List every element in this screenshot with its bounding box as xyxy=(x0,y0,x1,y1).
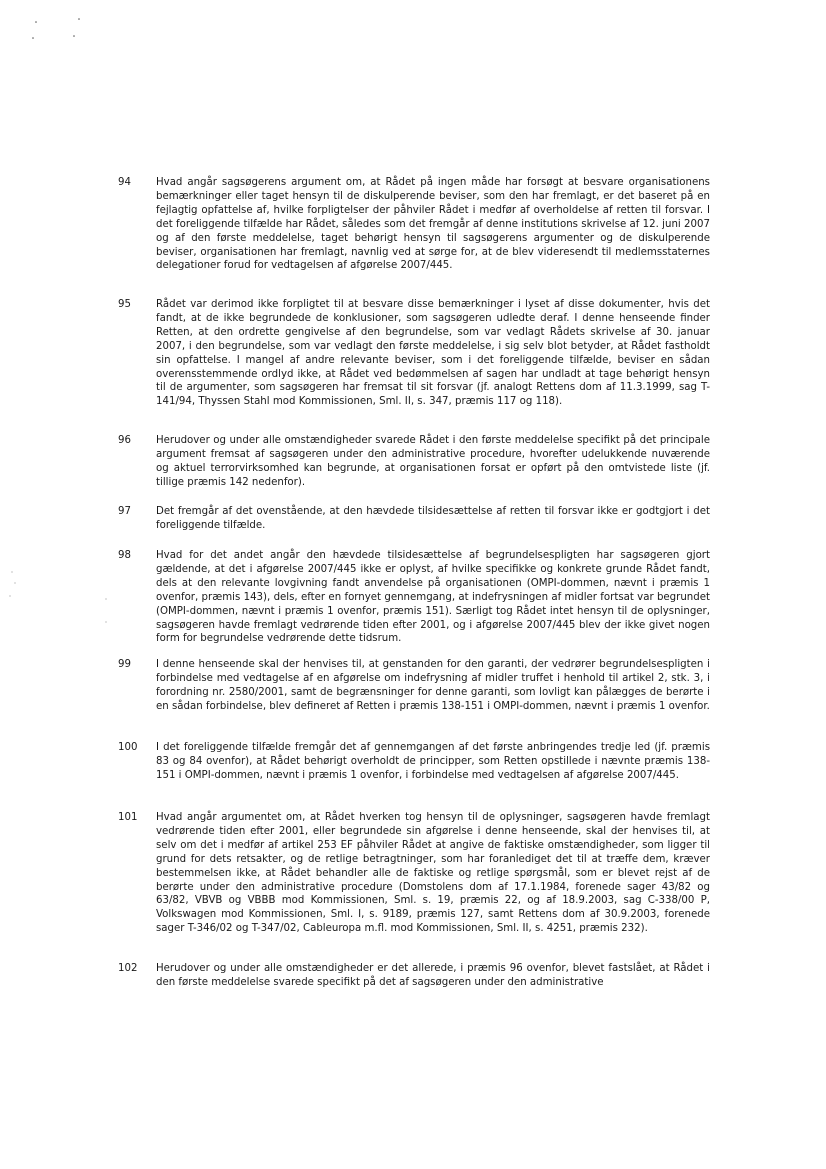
paragraph-text: I det foreliggende tilfælde fremgår det af gennemgangen af det første anbringendes tredje led (jf. præmis 83 og 84 ovenfor), at Rådet behørigt overholdt de principper, som Retten opstillede i nævnte præmis 138-151 i OMPI-dommen, nævnt i præmis 1 ovenfor, i forbindelse med vedtagelsen af afgørelse 2007/445. xyxy=(156,742,710,781)
paragraph-number: 96 xyxy=(118,435,131,446)
paragraph-text: Det fremgår af det ovenstående, at den hævdede tilsidesættelse af retten til forsvar ikke er godtgjort i det foreliggende tilfælde. xyxy=(156,506,710,531)
paragraph-number: 94 xyxy=(118,177,131,188)
paragraph-number: 98 xyxy=(118,550,131,561)
paragraph-number: 100 xyxy=(118,742,138,753)
paragraph-number: 95 xyxy=(118,299,131,310)
paragraph-text: Herudover og under alle omstændigheder er det allerede, i præmis 96 ovenfor, blevet fastslået, at Rådet i den første meddelelse svarede specifikt på det af sagsøgeren under den administrative xyxy=(156,963,710,988)
paragraph-number: 99 xyxy=(118,659,131,670)
paragraph-number: 102 xyxy=(118,963,138,974)
paragraph-text: Hvad for det andet angår den hævdede tilsidesættelse af begrundelsespligten har sagsøgeren gjort gældende, at det i afgørelse 2007/445 ikke er oplyst, af hvilke specifikke og konkrete grunde Rådet fandt, dels at den relevante lovgivning fandt anvendelse på organisationen (OMPI-dommen, nævnt i præmis 1 ovenfor, præmis 143), dels, efter en fornyet gennemgang, at indefrysningen af midler fortsat var begrundet (OMPI-dommen, nævnt i præmis 1 ovenfor, præmis 151). Særligt tog Rådet intet hensyn til de oplysninger, sagsøgeren havde fremlagt vedrørende tiden efter 2001, og i afgørelse 2007/445 blev der ikke givet nogen form for begrundelse vedrørende dette tidsrum. xyxy=(156,550,710,645)
paragraph-text: Hvad angår sagsøgerens argument om, at Rådet på ingen måde har forsøgt at besvare organisationens bemærkninger eller taget hensyn til de diskulperende beviser, som den har fremlagt, er det baseret på en fejlagtig opfattelse af, hvilke forpligtelser der påhviler Rådet i medfør af overholdelse af retten til forsvar. I det foreliggende tilfælde har Rådet, således som det fremgår af denne institutions skrivelse af 12. juni 2007 og af den første meddelelse, taget behørigt hensyn til sagsøgerens argumenter og de diskulperende beviser, organisationen har fremlagt, navnlig ved at sørge for, at de blev videresendt til medlemsstaternes delegationer forud for vedtagelsen af afgørelse 2007/445. xyxy=(156,177,710,272)
paragraph-number: 97 xyxy=(118,506,131,517)
paragraph-text: Rådet var derimod ikke forpligtet til at besvare disse bemærkninger i lyset af disse dokumenter, hvis det fandt, at de ikke begrundede de konklusioner, som sagsøgeren udledte deraf. I denne henseende finder Retten, at den ordrette gengivelse af den begrundelse, som var vedlagt Rådets skrivelse af 30. januar 2007, i den begrundelse, som var vedlagt den første meddelelse, i sig selv blot betyder, at Rådet fastholdt sin opfattelse. I mangel af andre relevante beviser, som i det foreliggende tilfælde, beviser en sådan overensstemmende ordlyd ikke, at Rådet ved bedømmelsen af sagen har undladt at tage behørigt hensyn til de argumenter, som sagsøgeren har fremsat til sit forsvar (jf. analogt Rettens dom af 11.3.1999, sag T-141/94, Thyssen Stahl mod Kommissionen, Sml. II, s. 347, præmis 117 og 118). xyxy=(156,299,710,408)
paragraph-text: I denne henseende skal der henvises til, at genstanden for den garanti, der vedrører begrundelsespligten i forbindelse med vedtagelse af en afgørelse om indefrysning af midler truffet i henhold til artikel 2, stk. 3, i forordning nr. 2580/2001, samt de begrænsninger for denne garanti, som lovligt kan pålægges de berørte i en sådan forbindelse, blev defineret af Retten i præmis 138-151 i OMPI-dommen, nævnt i præmis 1 ovenfor. xyxy=(156,659,710,712)
paragraph-number: 101 xyxy=(118,812,138,823)
paragraph-text: Herudover og under alle omstændigheder svarede Rådet i den første meddelelse specifikt på det principale argument fremsat af sagsøgeren under den administrative procedure, hvorefter udelukkende nuværende og aktuel terrorvirksomhed kan begrunde, at organisationen forsat er opført på den omtvistede liste (jf. tillige præmis 142 nedenfor). xyxy=(156,435,710,488)
paragraph-text: Hvad angår argumentet om, at Rådet hverken tog hensyn til de oplysninger, sagsøgeren havde fremlagt vedrørende tiden efter 2001, eller begrundede sin afgørelse i denne henseende, skal der henvises til, at selv om det i medfør af artikel 253 EF påhviler Rådet at angive de faktiske omstændigheder, som ligger til grund for dets retsakter, og de retlige betragtninger, som har foranlediget det til at træffe dem, kræver bestemmelsen ikke, at Rådet behandler alle de faktiske og retlige spørgsmål, som er blevet rejst af de berørte under den administrative procedure (Domstolens dom af 17.1.1984, forenede sager 43/82 og 63/82, VBVB og VBBB mod Kommissionen, Sml. s. 19, præmis 22, og af 18.9.2003, sag C-338/00 P, Volkswagen mod Kommissionen, Sml. I, s. 9189, præmis 127, samt Rettens dom af 30.9.2003, forenede sager T-346/02 og T-347/02, Cableuropa m.fl. mod Kommissionen, Sml. II, s. 4251, præmis 232). xyxy=(156,812,710,935)
